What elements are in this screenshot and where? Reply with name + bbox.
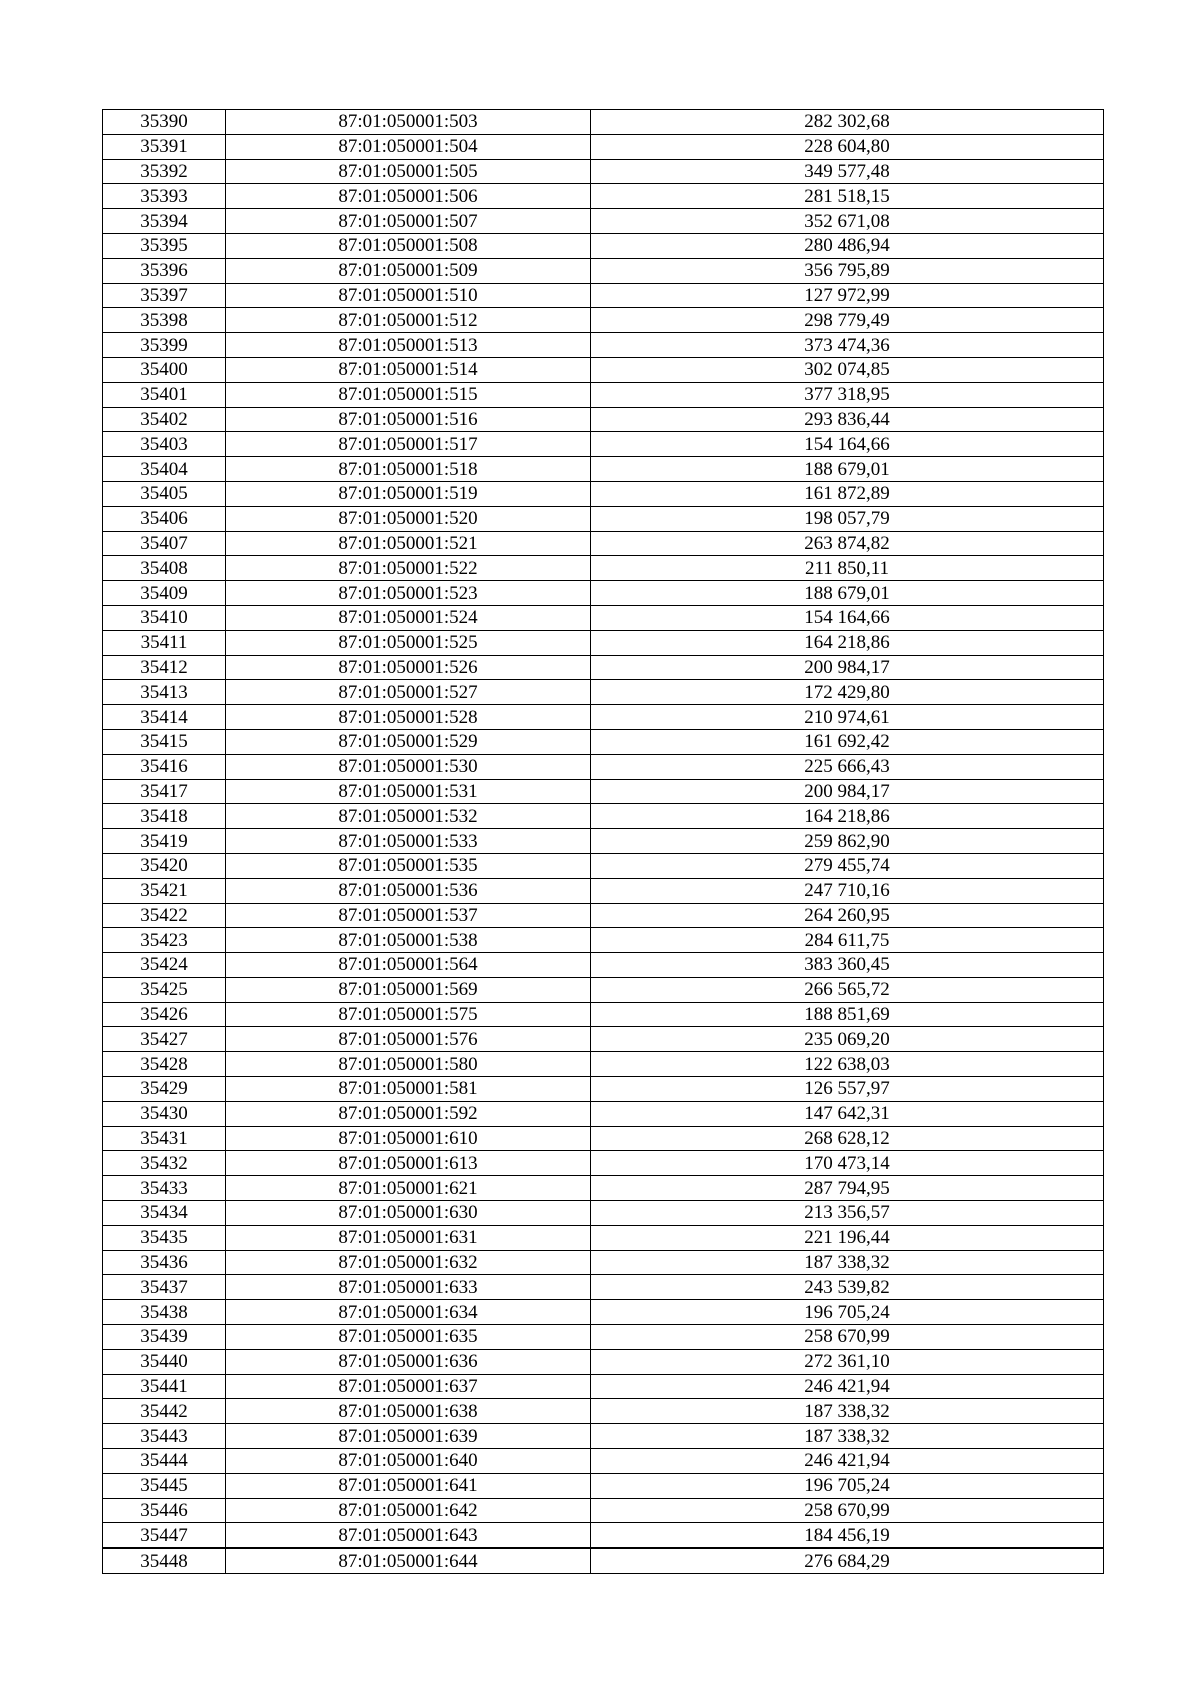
table-row	[103, 506, 1104, 531]
cadastral-number-cell: 87:01:050001:636	[226, 1349, 591, 1374]
row-number-cell: 35398	[103, 308, 226, 333]
table-row	[103, 184, 1104, 209]
cadastral-number-cell: 87:01:050001:523	[226, 581, 591, 606]
cadastral-number-cell: 87:01:050001:527	[226, 680, 591, 705]
value-cell: 246 421,94	[591, 1374, 1104, 1399]
cadastral-number-cell: 87:01:050001:528	[226, 705, 591, 730]
cadastral-number-cell: 87:01:050001:522	[226, 556, 591, 581]
value-cell: 264 260,95	[591, 903, 1104, 928]
table-row	[103, 1449, 1104, 1474]
row-number-cell: 35423	[103, 928, 226, 953]
row-number-cell: 35395	[103, 233, 226, 258]
cadastral-number-cell: 87:01:050001:639	[226, 1424, 591, 1449]
value-cell: 225 666,43	[591, 754, 1104, 779]
cadastral-number-cell: 87:01:050001:526	[226, 655, 591, 680]
cadastral-number-cell: 87:01:050001:517	[226, 432, 591, 457]
row-number-cell: 35422	[103, 903, 226, 928]
value-cell: 377 318,95	[591, 382, 1104, 407]
cadastral-number-cell: 87:01:050001:631	[226, 1225, 591, 1250]
value-cell: 276 684,29	[591, 1548, 1104, 1573]
table-row	[103, 804, 1104, 829]
value-cell: 383 360,45	[591, 953, 1104, 978]
table-row	[103, 729, 1104, 754]
row-number-cell: 35418	[103, 804, 226, 829]
table-row	[103, 357, 1104, 382]
row-number-cell: 35410	[103, 605, 226, 630]
table-row	[103, 829, 1104, 854]
table-row	[103, 258, 1104, 283]
row-number-cell: 35399	[103, 333, 226, 358]
table-row	[103, 1473, 1104, 1498]
table-row	[103, 1300, 1104, 1325]
table-row	[103, 705, 1104, 730]
row-number-cell: 35429	[103, 1077, 226, 1102]
row-number-cell: 35421	[103, 878, 226, 903]
row-number-cell: 35393	[103, 184, 226, 209]
cadastral-number-cell: 87:01:050001:581	[226, 1077, 591, 1102]
cadastral-number-cell: 87:01:050001:564	[226, 953, 591, 978]
value-cell: 170 473,14	[591, 1151, 1104, 1176]
value-cell: 235 069,20	[591, 1027, 1104, 1052]
cadastral-number-cell: 87:01:050001:524	[226, 605, 591, 630]
cadastral-number-cell: 87:01:050001:521	[226, 531, 591, 556]
table-row	[103, 1498, 1104, 1523]
value-cell: 287 794,95	[591, 1176, 1104, 1201]
value-cell: 154 164,66	[591, 605, 1104, 630]
value-cell: 188 679,01	[591, 457, 1104, 482]
value-cell: 272 361,10	[591, 1349, 1104, 1374]
cadastral-number-cell: 87:01:050001:525	[226, 630, 591, 655]
cadastral-number-cell: 87:01:050001:503	[226, 110, 591, 135]
cadastral-number-cell: 87:01:050001:518	[226, 457, 591, 482]
row-number-cell: 35402	[103, 407, 226, 432]
row-number-cell: 35437	[103, 1275, 226, 1300]
value-cell: 221 196,44	[591, 1225, 1104, 1250]
table-row	[103, 531, 1104, 556]
row-number-cell: 35390	[103, 110, 226, 135]
row-number-cell: 35413	[103, 680, 226, 705]
cadastral-number-cell: 87:01:050001:537	[226, 903, 591, 928]
cadastral-number-cell: 87:01:050001:638	[226, 1399, 591, 1424]
value-cell: 164 218,86	[591, 630, 1104, 655]
table-row	[103, 655, 1104, 680]
row-number-cell: 35406	[103, 506, 226, 531]
value-cell: 263 874,82	[591, 531, 1104, 556]
cadastral-number-cell: 87:01:050001:635	[226, 1325, 591, 1350]
cadastral-number-cell: 87:01:050001:580	[226, 1052, 591, 1077]
value-cell: 279 455,74	[591, 853, 1104, 878]
row-number-cell: 35412	[103, 655, 226, 680]
row-number-cell: 35441	[103, 1374, 226, 1399]
table-row	[103, 1052, 1104, 1077]
cadastral-number-cell: 87:01:050001:516	[226, 407, 591, 432]
value-cell: 302 074,85	[591, 357, 1104, 382]
cadastral-number-cell: 87:01:050001:538	[226, 928, 591, 953]
cadastral-number-cell: 87:01:050001:632	[226, 1250, 591, 1275]
table-row	[103, 1151, 1104, 1176]
table-row	[103, 1374, 1104, 1399]
table-row	[103, 1225, 1104, 1250]
value-cell: 126 557,97	[591, 1077, 1104, 1102]
table-row	[103, 928, 1104, 953]
value-cell: 282 302,68	[591, 110, 1104, 135]
cadastral-number-cell: 87:01:050001:640	[226, 1449, 591, 1474]
table-row	[103, 1349, 1104, 1374]
table-row	[103, 1176, 1104, 1201]
value-cell: 281 518,15	[591, 184, 1104, 209]
value-cell: 246 421,94	[591, 1449, 1104, 1474]
value-cell: 184 456,19	[591, 1523, 1104, 1548]
row-number-cell: 35396	[103, 258, 226, 283]
row-number-cell: 35397	[103, 283, 226, 308]
cadastral-number-cell: 87:01:050001:643	[226, 1523, 591, 1548]
cadastral-number-cell: 87:01:050001:536	[226, 878, 591, 903]
value-cell: 187 338,32	[591, 1424, 1104, 1449]
value-cell: 198 057,79	[591, 506, 1104, 531]
cadastral-number-cell: 87:01:050001:531	[226, 779, 591, 804]
cadastral-number-cell: 87:01:050001:515	[226, 382, 591, 407]
cadastral-number-cell: 87:01:050001:569	[226, 977, 591, 1002]
value-cell: 200 984,17	[591, 655, 1104, 680]
cadastral-number-cell: 87:01:050001:630	[226, 1201, 591, 1226]
table-row	[103, 1424, 1104, 1449]
value-cell: 161 692,42	[591, 729, 1104, 754]
row-number-cell: 35419	[103, 829, 226, 854]
table-row	[103, 457, 1104, 482]
row-number-cell: 35433	[103, 1176, 226, 1201]
cadastral-number-cell: 87:01:050001:506	[226, 184, 591, 209]
row-number-cell: 35403	[103, 432, 226, 457]
row-number-cell: 35446	[103, 1498, 226, 1523]
row-number-cell: 35409	[103, 581, 226, 606]
cadastral-number-cell: 87:01:050001:535	[226, 853, 591, 878]
row-number-cell: 35425	[103, 977, 226, 1002]
value-cell: 196 705,24	[591, 1473, 1104, 1498]
row-number-cell: 35414	[103, 705, 226, 730]
table-row	[103, 953, 1104, 978]
row-number-cell: 35416	[103, 754, 226, 779]
row-number-cell: 35404	[103, 457, 226, 482]
value-cell: 258 670,99	[591, 1498, 1104, 1523]
cadastral-value-table	[102, 109, 1104, 1574]
row-number-cell: 35443	[103, 1424, 226, 1449]
cadastral-number-cell: 87:01:050001:519	[226, 481, 591, 506]
table-row	[103, 903, 1104, 928]
cadastral-number-cell: 87:01:050001:507	[226, 209, 591, 234]
cadastral-number-cell: 87:01:050001:633	[226, 1275, 591, 1300]
cadastral-number-cell: 87:01:050001:634	[226, 1300, 591, 1325]
value-cell: 352 671,08	[591, 209, 1104, 234]
table-row	[103, 1399, 1104, 1424]
value-cell: 188 679,01	[591, 581, 1104, 606]
value-cell: 187 338,32	[591, 1399, 1104, 1424]
value-cell: 356 795,89	[591, 258, 1104, 283]
cadastral-number-cell: 87:01:050001:621	[226, 1176, 591, 1201]
row-number-cell: 35424	[103, 953, 226, 978]
cadastral-number-cell: 87:01:050001:512	[226, 308, 591, 333]
row-number-cell: 35401	[103, 382, 226, 407]
table-row	[103, 1250, 1104, 1275]
row-number-cell: 35434	[103, 1201, 226, 1226]
table-row	[103, 110, 1104, 135]
row-number-cell: 35430	[103, 1101, 226, 1126]
row-number-cell: 35442	[103, 1399, 226, 1424]
row-number-cell: 35440	[103, 1349, 226, 1374]
value-cell: 228 604,80	[591, 134, 1104, 159]
table-row	[103, 1077, 1104, 1102]
row-number-cell: 35392	[103, 159, 226, 184]
table-row	[103, 209, 1104, 234]
table-row	[103, 233, 1104, 258]
row-number-cell: 35444	[103, 1449, 226, 1474]
cadastral-number-cell: 87:01:050001:610	[226, 1126, 591, 1151]
row-number-cell: 35435	[103, 1225, 226, 1250]
row-number-cell: 35447	[103, 1523, 226, 1548]
cadastral-number-cell: 87:01:050001:510	[226, 283, 591, 308]
row-number-cell: 35391	[103, 134, 226, 159]
value-cell: 243 539,82	[591, 1275, 1104, 1300]
table-row	[103, 853, 1104, 878]
table-body	[103, 110, 1104, 1574]
cadastral-number-cell: 87:01:050001:505	[226, 159, 591, 184]
row-number-cell: 35432	[103, 1151, 226, 1176]
row-number-cell: 35448	[103, 1548, 226, 1573]
value-cell: 247 710,16	[591, 878, 1104, 903]
table-row	[103, 481, 1104, 506]
value-cell: 213 356,57	[591, 1201, 1104, 1226]
value-cell: 122 638,03	[591, 1052, 1104, 1077]
value-cell: 211 850,11	[591, 556, 1104, 581]
value-cell: 200 984,17	[591, 779, 1104, 804]
row-number-cell: 35445	[103, 1473, 226, 1498]
cadastral-number-cell: 87:01:050001:509	[226, 258, 591, 283]
row-number-cell: 35436	[103, 1250, 226, 1275]
row-number-cell: 35408	[103, 556, 226, 581]
value-cell: 284 611,75	[591, 928, 1104, 953]
value-cell: 266 565,72	[591, 977, 1104, 1002]
value-cell: 210 974,61	[591, 705, 1104, 730]
value-cell: 172 429,80	[591, 680, 1104, 705]
value-cell: 373 474,36	[591, 333, 1104, 358]
table-row	[103, 1523, 1104, 1548]
value-cell: 187 338,32	[591, 1250, 1104, 1275]
cadastral-number-cell: 87:01:050001:613	[226, 1151, 591, 1176]
cadastral-number-cell: 87:01:050001:530	[226, 754, 591, 779]
table-row	[103, 630, 1104, 655]
row-number-cell: 35431	[103, 1126, 226, 1151]
table-row	[103, 134, 1104, 159]
table-row	[103, 1548, 1104, 1573]
table-row	[103, 1325, 1104, 1350]
table-row	[103, 333, 1104, 358]
table-row	[103, 779, 1104, 804]
cadastral-number-cell: 87:01:050001:637	[226, 1374, 591, 1399]
cadastral-number-cell: 87:01:050001:641	[226, 1473, 591, 1498]
table-row	[103, 581, 1104, 606]
value-cell: 259 862,90	[591, 829, 1104, 854]
table-row	[103, 1126, 1104, 1151]
table-row	[103, 680, 1104, 705]
table-row	[103, 1027, 1104, 1052]
row-number-cell: 35417	[103, 779, 226, 804]
value-cell: 293 836,44	[591, 407, 1104, 432]
value-cell: 164 218,86	[591, 804, 1104, 829]
table-row	[103, 977, 1104, 1002]
row-number-cell: 35420	[103, 853, 226, 878]
table-row	[103, 1201, 1104, 1226]
value-cell: 280 486,94	[591, 233, 1104, 258]
cadastral-number-cell: 87:01:050001:592	[226, 1101, 591, 1126]
value-cell: 298 779,49	[591, 308, 1104, 333]
row-number-cell: 35415	[103, 729, 226, 754]
table-row	[103, 754, 1104, 779]
cadastral-number-cell: 87:01:050001:532	[226, 804, 591, 829]
cadastral-number-cell: 87:01:050001:513	[226, 333, 591, 358]
cadastral-number-cell: 87:01:050001:575	[226, 1002, 591, 1027]
value-cell: 196 705,24	[591, 1300, 1104, 1325]
table-row	[103, 878, 1104, 903]
value-cell: 127 972,99	[591, 283, 1104, 308]
table-row	[103, 308, 1104, 333]
row-number-cell: 35439	[103, 1325, 226, 1350]
value-cell: 161 872,89	[591, 481, 1104, 506]
table-row	[103, 382, 1104, 407]
table-row	[103, 556, 1104, 581]
row-number-cell: 35394	[103, 209, 226, 234]
cadastral-number-cell: 87:01:050001:514	[226, 357, 591, 382]
table-row	[103, 1101, 1104, 1126]
cadastral-number-cell: 87:01:050001:533	[226, 829, 591, 854]
value-cell: 154 164,66	[591, 432, 1104, 457]
row-number-cell: 35427	[103, 1027, 226, 1052]
row-number-cell: 35400	[103, 357, 226, 382]
cadastral-number-cell: 87:01:050001:508	[226, 233, 591, 258]
table-row	[103, 283, 1104, 308]
table-row	[103, 407, 1104, 432]
cadastral-number-cell: 87:01:050001:520	[226, 506, 591, 531]
table-row	[103, 432, 1104, 457]
row-number-cell: 35411	[103, 630, 226, 655]
cadastral-number-cell: 87:01:050001:529	[226, 729, 591, 754]
row-number-cell: 35407	[103, 531, 226, 556]
cadastral-number-cell: 87:01:050001:644	[226, 1548, 591, 1573]
value-cell: 268 628,12	[591, 1126, 1104, 1151]
table-row	[103, 605, 1104, 630]
value-cell: 349 577,48	[591, 159, 1104, 184]
row-number-cell: 35438	[103, 1300, 226, 1325]
row-number-cell: 35405	[103, 481, 226, 506]
cadastral-number-cell: 87:01:050001:576	[226, 1027, 591, 1052]
cadastral-number-cell: 87:01:050001:504	[226, 134, 591, 159]
value-cell: 147 642,31	[591, 1101, 1104, 1126]
table-row	[103, 159, 1104, 184]
table-row	[103, 1002, 1104, 1027]
value-cell: 188 851,69	[591, 1002, 1104, 1027]
row-number-cell: 35426	[103, 1002, 226, 1027]
table-row	[103, 1275, 1104, 1300]
row-number-cell: 35428	[103, 1052, 226, 1077]
value-cell: 258 670,99	[591, 1325, 1104, 1350]
cadastral-number-cell: 87:01:050001:642	[226, 1498, 591, 1523]
